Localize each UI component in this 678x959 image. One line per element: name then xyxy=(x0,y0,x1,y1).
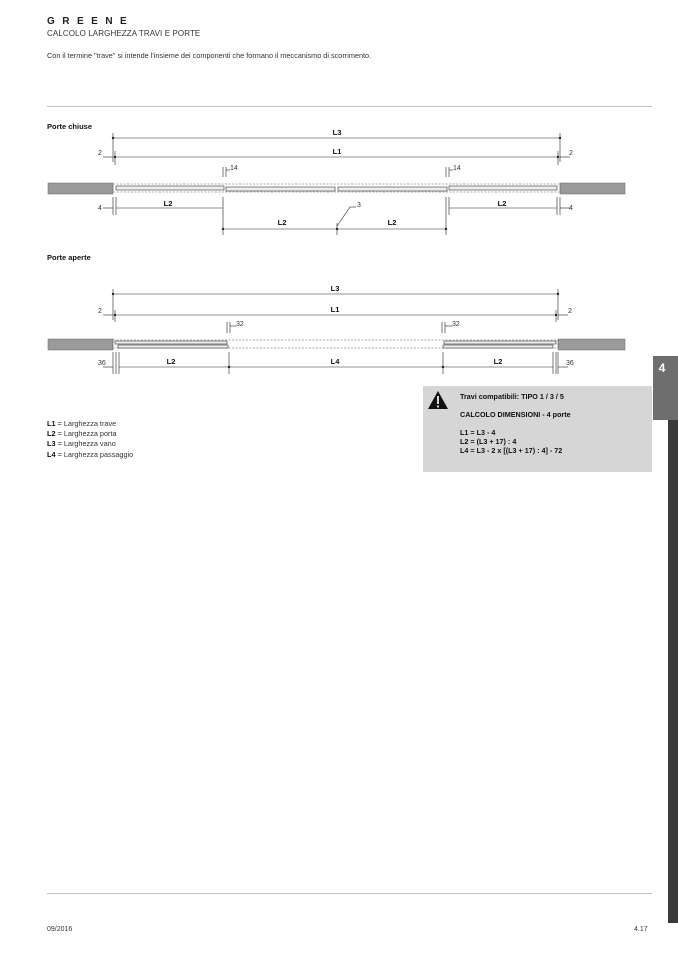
label-l4: L4 xyxy=(330,357,340,366)
label-left-gap: 36 xyxy=(98,360,106,367)
label-l2-b: L2 xyxy=(277,218,287,227)
door-panel-4 xyxy=(449,186,557,190)
open-doors-diagram xyxy=(0,280,678,380)
compatibility-box xyxy=(423,386,652,472)
label-l2-d: L2 xyxy=(497,199,507,208)
label-left-offset: 2 xyxy=(98,308,102,315)
chapter-tab: 4 xyxy=(653,356,678,420)
door-panel-3 xyxy=(338,187,447,191)
label-l3: L3 xyxy=(330,284,340,293)
label-overlap-right: 14 xyxy=(453,165,461,172)
legend-item: L4 = Larghezza passaggio xyxy=(47,449,134,459)
label-right-gap: 4 xyxy=(569,205,573,212)
brand-name: GREENE xyxy=(47,16,135,27)
door-panel-1 xyxy=(115,341,227,344)
divider-bottom xyxy=(47,893,652,894)
label-l2-b: L2 xyxy=(493,357,503,366)
label-l1: L1 xyxy=(330,305,340,314)
section-title-closed: Porte chiuse xyxy=(47,122,93,131)
label-l2-a: L2 xyxy=(166,357,176,366)
label-right-offset: 2 xyxy=(568,308,572,315)
door-panel-4 xyxy=(443,345,553,348)
label-l2-c: L2 xyxy=(387,218,397,227)
door-panel-1 xyxy=(116,186,224,190)
formula-l1: L1 = L3 - 4 xyxy=(460,428,496,437)
label-l3: L3 xyxy=(332,128,342,137)
compatible-beams: Travi compatibili: TIPO 1 / 3 / 5 xyxy=(460,392,564,401)
wall-left xyxy=(48,183,113,194)
wall-right xyxy=(558,339,625,350)
legend-item: L2 = Larghezza porta xyxy=(47,429,117,439)
page-number: 4.17 xyxy=(634,926,648,933)
label-overlap-left: 14 xyxy=(230,165,238,172)
label-left-gap: 4 xyxy=(98,205,102,212)
side-bar xyxy=(668,420,678,923)
label-l2-a: L2 xyxy=(163,199,173,208)
label-right-gap: 36 xyxy=(566,360,574,367)
calc-title: CALCOLO DIMENSIONI - 4 porte xyxy=(460,410,571,419)
closed-doors-diagram xyxy=(0,125,678,245)
door-panel-2 xyxy=(118,345,228,348)
formula-l2: L2 = (L3 + 17) : 4 xyxy=(460,437,517,446)
page-title: CALCOLO LARGHEZZA TRAVI E PORTE xyxy=(47,29,201,38)
door-panel-3 xyxy=(444,341,556,344)
label-left-offset: 2 xyxy=(98,150,102,157)
wall-left xyxy=(48,339,113,350)
warning-icon xyxy=(427,390,449,410)
legend-item: L3 = Larghezza vano xyxy=(47,439,116,449)
intro-text: Con il termine "trave" si intende l'insieme dei componenti che formano il meccanismo di scorrimento. xyxy=(47,51,372,60)
legend-item: L1 = Larghezza trave xyxy=(47,419,117,428)
door-panel-2 xyxy=(226,187,335,191)
footer-date: 09/2016 xyxy=(47,926,73,933)
label-l1: L1 xyxy=(332,147,342,156)
section-title-open: Porte aperte xyxy=(47,253,91,262)
formula-l4: L4 = L3 - 2 x [(L3 + 17) : 4] - 72 xyxy=(460,446,563,455)
wall-right xyxy=(560,183,625,194)
label-center-gap: 3 xyxy=(357,202,361,209)
divider-top xyxy=(47,106,652,107)
legend xyxy=(47,419,133,460)
label-right-offset: 2 xyxy=(569,150,573,157)
label-overlap-left: 32 xyxy=(236,321,244,328)
label-overlap-right: 32 xyxy=(452,321,460,328)
